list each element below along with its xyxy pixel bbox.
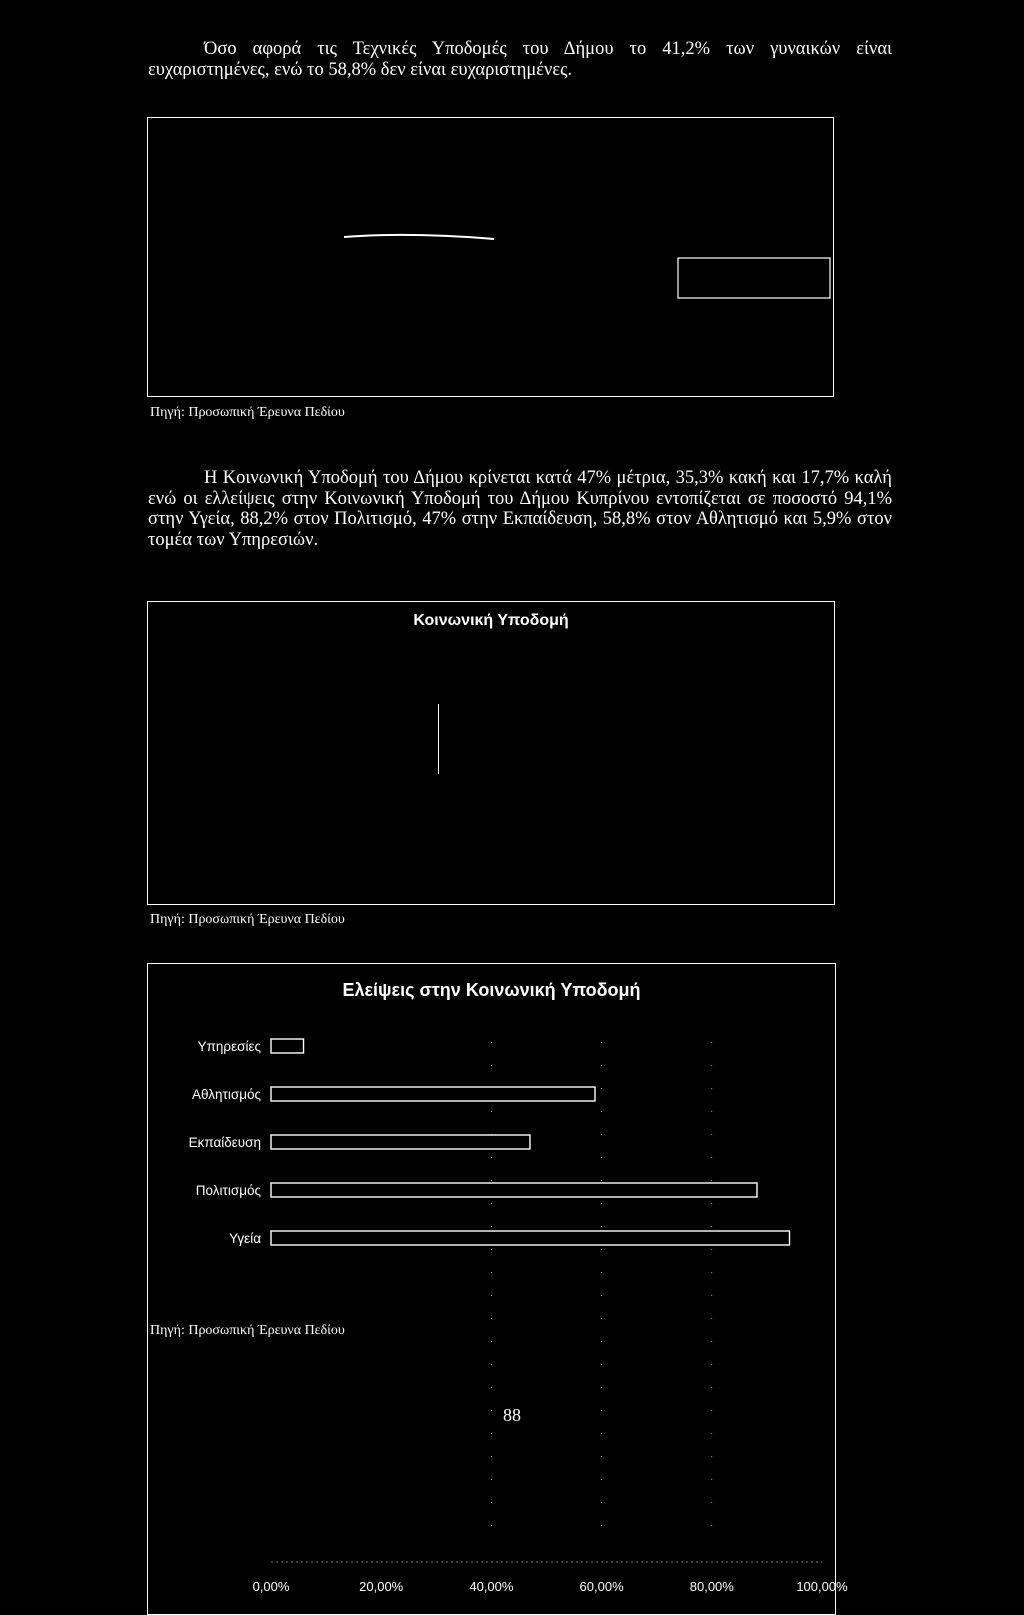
bar-4 [271, 1231, 789, 1245]
x-tick-label: 40,00% [469, 1579, 514, 1594]
x-tick-label: 60,00% [579, 1579, 624, 1594]
x-tick-label: 100,00% [796, 1579, 848, 1594]
bar-2 [271, 1135, 530, 1149]
category-label: Εκπαίδευση [188, 1135, 261, 1150]
x-tick-label: 0,00% [252, 1579, 290, 1594]
page-number: 88 [503, 1405, 521, 1425]
social-infrastructure-chart-frame [147, 601, 835, 905]
source-note-2: Πηγή: Προσωπική Έρευνα Πεδίου [150, 912, 345, 927]
x-tick-label: 20,00% [359, 1579, 404, 1594]
technical-infrastructure-chart-remnants [148, 118, 835, 398]
deficiencies-chart-title: Ελείψεις στην Κοινωνική Υποδομή [342, 980, 641, 1000]
bar-0 [271, 1039, 304, 1053]
category-label: Υγεία [229, 1231, 261, 1246]
category-label: Πολιτισμός [195, 1183, 261, 1198]
category-label: Αθλητισμός [192, 1087, 261, 1102]
category-label: Υπηρεσίες [197, 1039, 261, 1054]
source-note-1: Πηγή: Προσωπική Έρευνα Πεδίου [150, 405, 345, 420]
pie-edge-remnant [344, 235, 494, 239]
social-infrastructure-paragraph: Η Κοινωνική Υποδομή του Δήμου κρίνεται κατά 47% μέτρια, 35,3% κακή και 17,7% καλή ενώ οι ελλείψεις στην Κοινωνική Υποδομή του Δήμου Κυπρίνου εντοπίζεται σε ποσοστό 94,1% στην Υγεία, 88,2% στον Πολιτισμό, 47% στην Εκπαίδευση, 58,8% στον Αθλητισμό και 5,9% στον τομέα των Υπηρεσιών. [148, 468, 892, 550]
bar-1 [271, 1087, 595, 1101]
social-infrastructure-chart-title: Κοινωνική Υποδομή [413, 612, 569, 629]
deficiencies-bar-chart [148, 964, 848, 1615]
legend-box [678, 258, 830, 298]
x-tick-label: 80,00% [689, 1579, 734, 1594]
deficiencies-chart-frame [147, 963, 848, 1615]
intro-paragraph: Όσο αφορά τις Τεχνικές Υποδομές του Δήμου το 41,2% των γυναικών είναι ευχαριστημένες, ενώ το 58,8% δεν είναι ευχαριστημένες. [148, 39, 892, 80]
technical-infrastructure-chart-frame [147, 117, 834, 397]
bar-3 [271, 1183, 757, 1197]
source-note-3: Πηγή: Προσωπική Έρευνα Πεδίου [150, 1323, 345, 1338]
chart-remnant-line [438, 704, 439, 774]
